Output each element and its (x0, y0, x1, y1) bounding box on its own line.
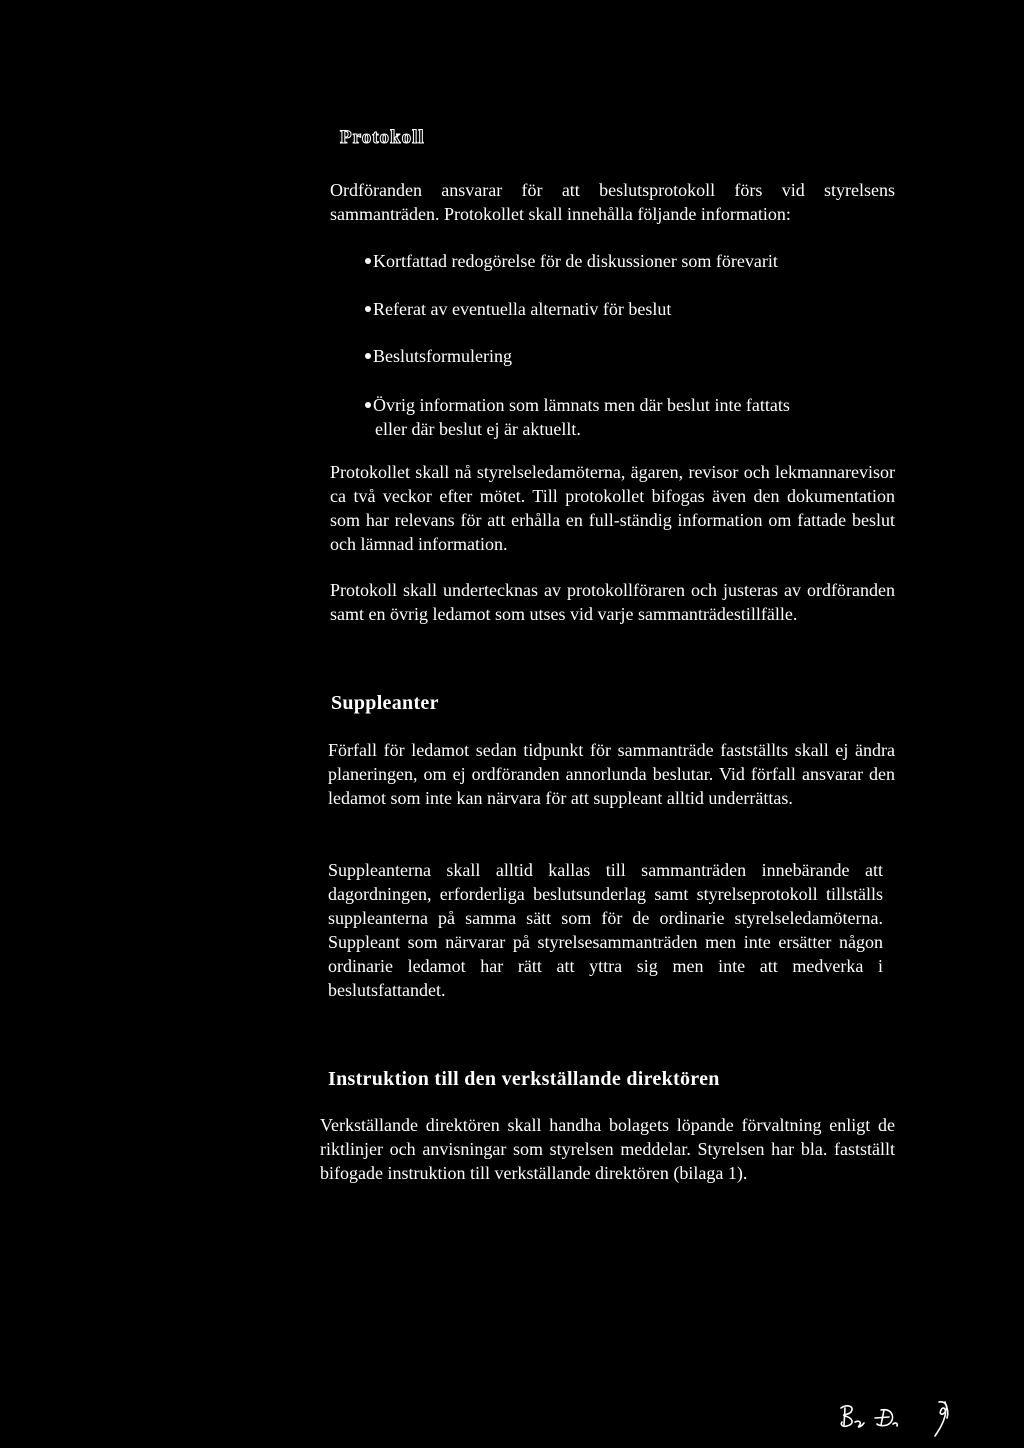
protokoll-paragraph-3: Protokoll skall undertecknas av protokollföraren och justeras av ordföranden samt en övrig ledamot som utses vid varje sammanträdestillfälle. (330, 580, 895, 624)
instruktion-paragraph-1: Verkställande direktören skall handha bolagets löpande förvaltning enligt de riktlinjer och anvisningar som styrelsen meddelar. Styrelsen har bla. fastställt bifogade instruktion till verkställande direktören (bilaga 1). (320, 1115, 895, 1183)
protokoll-intro-paragraph: Ordföranden ansvarar för att beslutsprotokoll förs vid styrelsens sammanträden. Protokollet skall innehålla följande information: (330, 180, 895, 224)
section-heading-instruktion: Instruktion till den verkställande direktören (328, 1068, 720, 1090)
section-heading-protokoll: Protokoll (340, 127, 425, 148)
bullet-text: Referat av eventuella alternativ för beslut (373, 299, 672, 319)
instruktion-paragraph-1-block (320, 1113, 895, 1185)
suppleanter-paragraph-2: Suppleanterna skall alltid kallas till sammanträden innebärande att dagordningen, erforderliga beslutsunderlag samt styrelseprotokoll tillställs suppleanterna på samma sätt som för de ordinarie styrelseledamöterna. Suppleant som närvarar på styrelsesammanträden men inte ersätter någon ordinarie ledamot har rätt att yttra sig men inte att medverka i beslutsfattandet. (328, 860, 883, 1000)
protokoll-intro-block (330, 178, 895, 226)
signature-initials-image (835, 1398, 975, 1438)
section-heading-suppleanter: Suppleanter (331, 692, 439, 714)
bullet-text: Beslutsformulering (373, 346, 512, 366)
suppleanter-paragraph-1-block (328, 738, 895, 810)
protokoll-paragraph-2: Protokollet skall nå styrelseledamöterna, ägaren, revisor och lekmannarevisor ca två veckor efter mötet. Till protokollet bifogas även den dokumentation som har relevans för att erhålla en full-ständig information om fattade beslut och lämnad information. (330, 462, 895, 554)
bullet-text: Kortfattad redogörelse för de diskussioner som förevarit (373, 251, 778, 271)
bullet-dot-icon (365, 306, 371, 312)
protokoll-paragraph-3-block (330, 578, 895, 626)
bullet-dot-icon (365, 353, 371, 359)
bullet-text: Övrig information som lämnats men där beslut inte fattats (373, 395, 790, 415)
bullet-text-continuation: eller där beslut ej är aktuellt. (375, 419, 581, 439)
bullet-dot-icon (365, 402, 371, 408)
suppleanter-paragraph-2-block (328, 858, 883, 1002)
suppleanter-paragraph-1: Förfall för ledamot sedan tidpunkt för sammanträde fastställts skall ej ändra planeringen, om ej ordföranden annorlunda beslutar. Vid förfall ansvarar den ledamot som inte kan närvara för att suppleant alltid underrättas. (328, 740, 895, 808)
bullet-dot-icon (365, 258, 371, 264)
bullet-item (365, 344, 905, 368)
protokoll-paragraph-2-block (330, 460, 895, 556)
bullet-item (365, 297, 905, 321)
bullet-item (365, 393, 900, 441)
bullet-item (365, 249, 905, 273)
